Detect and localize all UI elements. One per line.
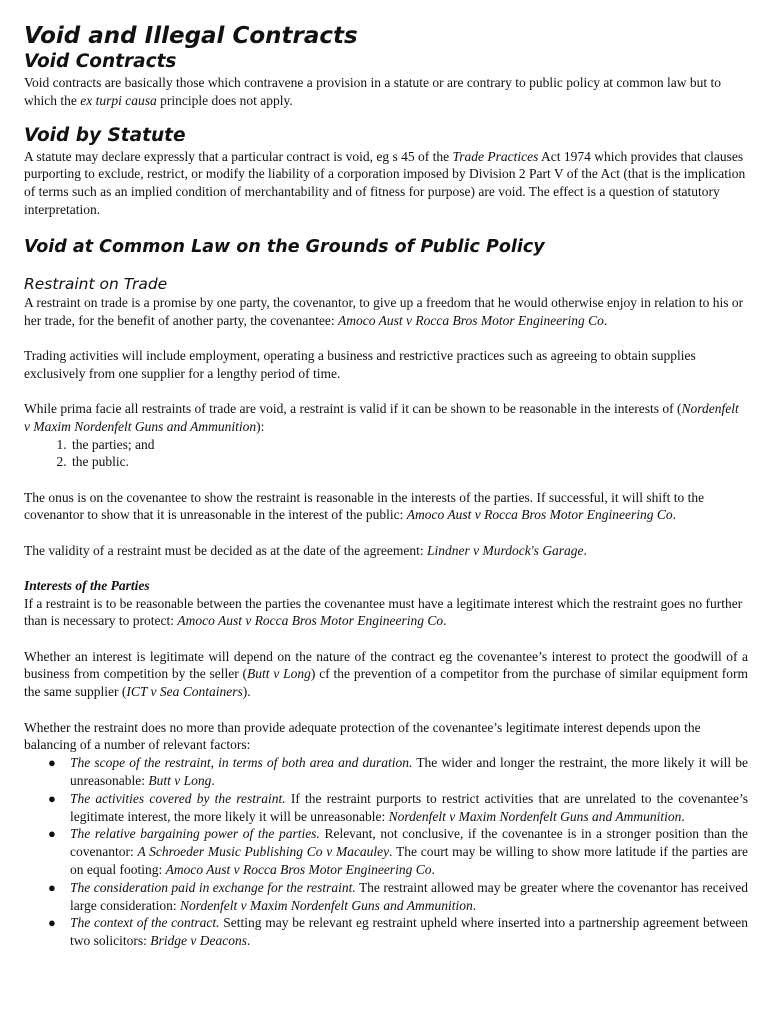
act-name: Trade Practices: [452, 148, 539, 164]
common-law-heading: Void at Common Law on the Grounds of Public Policy: [24, 236, 545, 257]
text-run: .: [472, 897, 477, 913]
text-run: A restraint on trade is a promise by one party, the covenantor, to give up a freedom that he would otherwise enjoy in relation to his or her trade, for the benefit of another party, the covenantee:: [24, 294, 744, 328]
void-by-statute-paragraph: [24, 148, 748, 219]
text-run: Whether an interest is legitimate will depend on the nature of the contract eg the covenantee’s interest to protect the goodwill of a business from competition by the seller (: [24, 648, 748, 682]
list-item: 2. the public.: [70, 453, 748, 471]
text-run: principle does not apply.: [156, 92, 293, 108]
text-run: .: [603, 312, 608, 328]
document-title: Void and Illegal Contracts: [24, 23, 358, 49]
text-run: .: [443, 613, 447, 629]
factor-lead: The context of the contract.: [70, 915, 220, 931]
text-run: The restraint allowed may be greater where the covenantor has received large consideration:: [70, 879, 748, 913]
text-run: .: [246, 933, 251, 949]
text-run: .: [211, 772, 215, 788]
text-run: ).: [242, 684, 251, 700]
restraint-paragraph-5: [24, 542, 748, 560]
text-run: Act 1974 which provides that clauses purporting to exclude, restrict, or modify the liability of a corporation imposed by Division 2 Part V of the Act (that is the implication of terms such as an implied condition of merchantability and of fitness for purpose) are void. The effect is a question of statutory interpretation.: [24, 148, 746, 217]
text-run: .: [583, 542, 587, 558]
factor-lead: The activities covered by the restraint.: [70, 790, 286, 806]
text-run: The validity of a restraint must be decided as at the date of the agreement:: [24, 542, 427, 558]
text-run: . The court may be willing to show more latitude if the parties are on equal footing:: [70, 844, 748, 877]
factor-item: [48, 825, 749, 878]
text-run: .: [672, 507, 676, 523]
bullet-icon: ●: [48, 826, 56, 842]
factor-lead: The consideration paid in exchange for the restraint.: [70, 879, 356, 895]
text-run: .: [431, 861, 435, 877]
text-run: If the restraint purports to restrict activities that are unrelated to the covenantee’s legitimate interest, the more likely it will be unreasonable:: [70, 790, 748, 824]
case-citation: Nordenfelt v Maxim Nordenfelt Guns and Ammunition: [24, 400, 739, 434]
case-citation: ICT v Sea Containers: [126, 684, 243, 700]
text-run: While prima facie all restraints of trade are void, a restraint is valid if it can be shown to be reasonable in the interests of (: [24, 400, 682, 416]
case-citation: Amoco Aust v Rocca Bros Motor Engineering Co: [165, 861, 432, 877]
text-run: Setting may be relevant eg restraint upheld where inserted into a partnership agreement between two solicitors:: [70, 915, 748, 949]
text-run: .: [681, 808, 685, 824]
case-citation: Nordenfelt v Maxim Nordenfelt Guns and Ammunition: [388, 808, 682, 824]
case-citation: Nordenfelt v Maxim Nordenfelt Guns and Ammunition: [179, 897, 473, 913]
bullet-icon: ●: [48, 879, 56, 895]
case-citation: Lindner v Murdock's Garage: [426, 542, 584, 558]
case-citation: Amoco Aust v Rocca Bros Motor Engineering Co: [337, 312, 604, 328]
factor-item: [48, 754, 748, 790]
void-by-statute-heading: Void by Statute: [24, 124, 186, 146]
case-citation: A Schroeder Music Publishing Co v Macauley: [137, 844, 390, 860]
text-run: Void contracts are basically those which contravene a provision in a statute or are contrary to public policy at common law but to which the: [24, 75, 722, 108]
bullet-icon: ●: [48, 790, 56, 806]
case-citation: Amoco Aust v Rocca Bros Motor Engineering Co: [177, 613, 444, 629]
text-run: If a restraint is to be reasonable between the parties the covenantee must have a legitimate interest which the restraint goes no further than is necessary to protect:: [24, 595, 743, 629]
restraint-paragraph-4: [24, 489, 748, 525]
document-page: [24, 22, 748, 950]
text-run: The wider and longer the restraint, the more likely it will be unreasonable:: [70, 755, 748, 788]
case-citation: Butt v Long: [148, 772, 212, 788]
interests-paragraph-2: [24, 648, 748, 701]
void-contracts-paragraph: [24, 74, 748, 110]
restraint-heading: Restraint on Trade: [24, 274, 168, 293]
factor-item: [48, 879, 748, 915]
latin-phrase: ex turpi causa: [80, 92, 157, 108]
interests-heading: Interests of the Parties: [24, 578, 150, 594]
restraint-paragraph-1: [24, 294, 748, 330]
case-citation: Bridge v Deacons: [150, 933, 247, 949]
text-run: A statute may declare expressly that a particular contract is void, eg s 45 of the: [24, 148, 453, 164]
factor-item: [48, 790, 748, 826]
list-item: 1. the parties; and: [70, 436, 748, 454]
interests-list: [24, 436, 748, 472]
text-run: The onus is on the covenantee to show the restraint is reasonable in the interests of the parties. If successful, it will shift to the covenantor to show that it is unreasonable in the interest of the public:: [24, 489, 705, 523]
interests-paragraph-1: [24, 595, 748, 631]
text-run: ):: [256, 418, 265, 434]
restraint-paragraph-3: [24, 400, 748, 436]
case-citation: Butt v Long: [247, 666, 311, 682]
text-run: Relevant, not conclusive, if the covenantee is in a stronger position than the covenantor:: [70, 826, 749, 860]
text-run: ) cf the prevention of a competitor from the purchase of similar equipment form the same supplier (: [24, 666, 749, 700]
restraint-paragraph-2: Trading activities will include employment, operating a business and restrictive practices such as agreeing to obtain supplies exclusively from one supplier for a lengthy period of time.: [24, 347, 696, 381]
factors-list: [24, 754, 748, 950]
case-citation: Amoco Aust v Rocca Bros Motor Engineering Co: [406, 507, 673, 523]
void-contracts-heading: Void Contracts: [24, 51, 177, 72]
interests-paragraph-3: Whether the restraint does no more than provide adequate protection of the covenantee’s legitimate interest depends upon the balancing of a number of relevant factors:: [24, 719, 701, 753]
factor-item: [48, 914, 748, 950]
factor-lead: The scope of the restraint, in terms of both area and duration.: [70, 755, 413, 771]
bullet-icon: ●: [48, 915, 56, 931]
factor-lead: The relative bargaining power of the parties.: [70, 826, 320, 842]
bullet-icon: ●: [48, 755, 56, 771]
